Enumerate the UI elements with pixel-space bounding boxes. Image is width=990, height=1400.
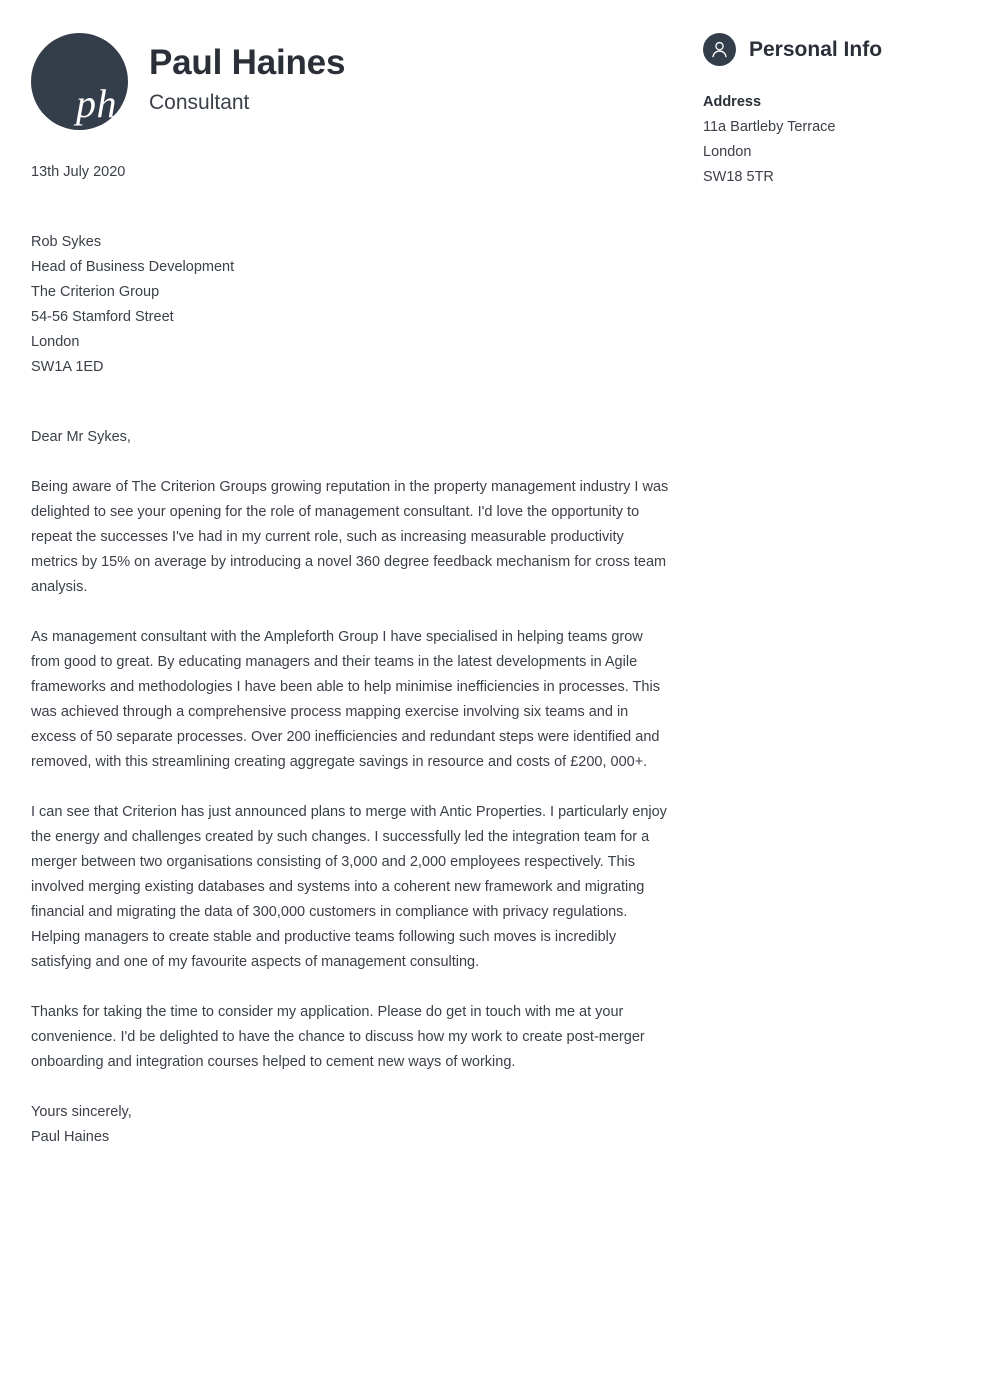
letter-paragraph: As management consultant with the Ampleforth Group I have specialised in helping teams grow from good to great. By educating managers and their teams in the latest developments in Agile frameworks and methodologies I have been able to help minimise inefficiencies in processes. This was achieved through a comprehensive process mapping exercise involving six teams and in excess of 50 separate processes. Over 200 inefficiencies and redundant steps were identified and removed, with this streamlining creating aggregate savings in resource and costs of £200, 000+.: [31, 629, 660, 770]
letter-paragraph: Thanks for taking the time to consider my application. Please do get in touch with me at your convenience. I'd be delighted to have the chance to discuss how my work to create post-merger onboarding and integration courses helped to cement new ways of working.: [31, 1004, 645, 1070]
closing-line: Yours sincerely,: [31, 1104, 132, 1120]
letter-header: [31, 32, 671, 130]
signoff-block: [31, 1100, 671, 1150]
address-label: Address: [703, 94, 762, 110]
letter-body: [31, 475, 671, 1075]
avatar-monogram-text: ph: [76, 80, 117, 126]
avatar: [31, 33, 128, 130]
recipient-line: Head of Business Development: [31, 259, 235, 275]
address-line: SW18 5TR: [703, 169, 774, 185]
recipient-line: 54-56 Stamford Street: [31, 309, 174, 325]
job-title: Consultant: [149, 90, 250, 114]
recipient-line: London: [31, 334, 80, 350]
address-line: London: [703, 144, 752, 160]
letter-paragraph: I can see that Criterion has just announced plans to merge with Antic Properties. I particularly enjoy the energy and challenges created by such changes. I successfully led the integration team for a merger between two organisations consisting of 3,000 and 2,000 employees respectively. This involved merging existing databases and systems into a coherent new framework and migrating financial and migrating the data of 300,000 customers in compliance with privacy regulations. Helping managers to create stable and productive teams following such moves is incredibly satisfying and one of my favourite aspects of management consulting.: [31, 804, 667, 970]
recipient-line: The Criterion Group: [31, 284, 160, 300]
letter-paragraph: Being aware of The Criterion Groups growing reputation in the property management industry I was delighted to see your opening for the role of management consultant. I'd love the opportunity to repeat the successes I've had in my current role, such as increasing measurable productivity metrics by 15% on average by introducing a novel 360 degree feedback mechanism for cross team analysis.: [31, 479, 669, 595]
salutation: Dear Mr Sykes,: [31, 429, 131, 445]
recipient-address: [31, 230, 671, 380]
letter-date: 13th July 2020: [31, 164, 126, 180]
page-title: Paul Haines: [149, 43, 346, 83]
personal-info-header: [703, 32, 959, 66]
recipient-line: SW1A 1ED: [31, 359, 104, 375]
letter-main-column: [31, 32, 671, 1150]
header-text-block: [149, 45, 345, 117]
address-line: 11a Bartleby Terrace: [703, 119, 836, 135]
personal-info-title: Personal Info: [749, 37, 883, 61]
address-group: [703, 90, 959, 190]
person-icon: [703, 33, 736, 66]
personal-info-column: [703, 32, 959, 190]
recipient-line: Rob Sykes: [31, 234, 102, 250]
signature-name: Paul Haines: [31, 1129, 110, 1145]
